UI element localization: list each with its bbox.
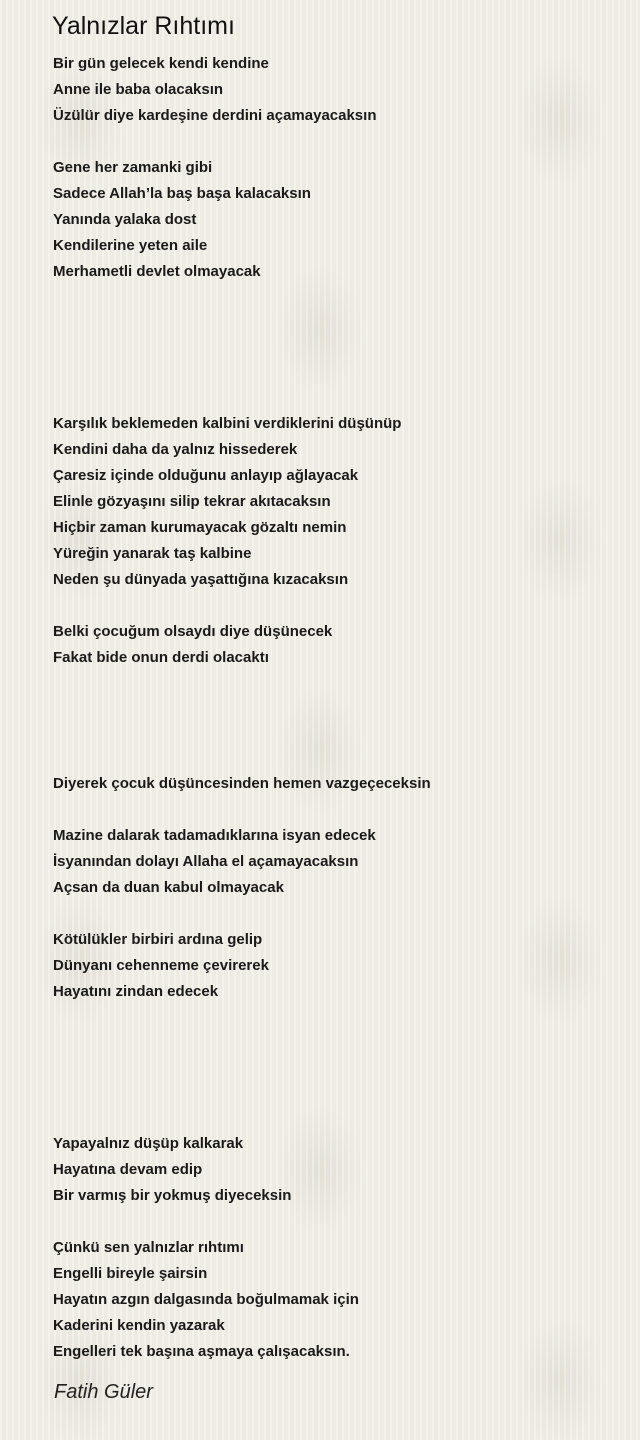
poem-line: Bir varmış bir yokmuş diyeceksin <box>53 1187 292 1204</box>
poem-line: Engelli bireyle şairsin <box>53 1265 208 1282</box>
poem-line: Elinle gözyaşını silip tekrar akıtacaksın <box>53 493 331 510</box>
poem-line: Üzülür diye kardeşine derdini açamayacaksın <box>53 107 377 124</box>
poem-line: İsyanından dolayı Allaha el açamayacaksın <box>53 853 359 870</box>
poem-line: Sadece Allah’la baş başa kalacaksın <box>53 185 311 202</box>
poem-line: Engelleri tek başına aşmaya çalışacaksın. <box>53 1343 350 1360</box>
poem-line: Fakat bide onun derdi olacaktı <box>53 649 269 666</box>
poem-line: Kaderini kendin yazarak <box>53 1317 225 1334</box>
poem-line: Merhametli devlet olmayacak <box>53 263 261 280</box>
poem-line: Bir gün gelecek kendi kendine <box>53 55 269 72</box>
poem-line: Gene her zamanki gibi <box>53 159 213 176</box>
poem-line: Hayatına devam edip <box>53 1161 203 1178</box>
poem-line: Çünkü sen yalnızlar rıhtımı <box>53 1239 244 1256</box>
poem-line: Hayatın azgın dalgasında boğulmamak için <box>53 1291 359 1308</box>
poem-line: Kendini daha da yalnız hissederek <box>53 441 298 458</box>
poem-line: Hayatını zindan edecek <box>53 983 219 1000</box>
poem-line: Dünyanı cehenneme çevirerek <box>53 957 269 974</box>
poem-title: Yalnızlar Rıhtımı <box>52 12 235 40</box>
poem-line: Yapayalnız düşüp kalkarak <box>53 1135 244 1152</box>
poem-line: Diyerek çocuk düşüncesinden hemen vazgeçeceksin <box>53 775 431 792</box>
poem-line: Belki çocuğum olsaydı diye düşünecek <box>53 623 333 640</box>
poem-line: Mazine dalarak tadamadıklarına isyan edecek <box>53 827 376 844</box>
poem-line: Hiçbir zaman kurumayacak gözaltı nemin <box>53 519 347 536</box>
poem-line: Karşılık beklemeden kalbini verdiklerini düşünüp <box>53 415 402 432</box>
poem-line: Anne ile baba olacaksın <box>53 81 224 98</box>
poem-line: Yüreğin yanarak taş kalbine <box>53 545 252 562</box>
poem-author: Fatih Güler <box>54 1381 153 1403</box>
poem-line: Kötülükler birbiri ardına gelip <box>53 931 263 948</box>
poem-line: Neden şu dünyada yaşattığına kızacaksın <box>53 571 349 588</box>
poem-line: Yanında yalaka dost <box>53 211 197 228</box>
poem-line: Kendilerine yeten aile <box>53 237 208 254</box>
poem-line: Açsan da duan kabul olmayacak <box>53 879 284 896</box>
poem-line: Çaresiz içinde olduğunu anlayıp ağlayacak <box>53 467 359 484</box>
